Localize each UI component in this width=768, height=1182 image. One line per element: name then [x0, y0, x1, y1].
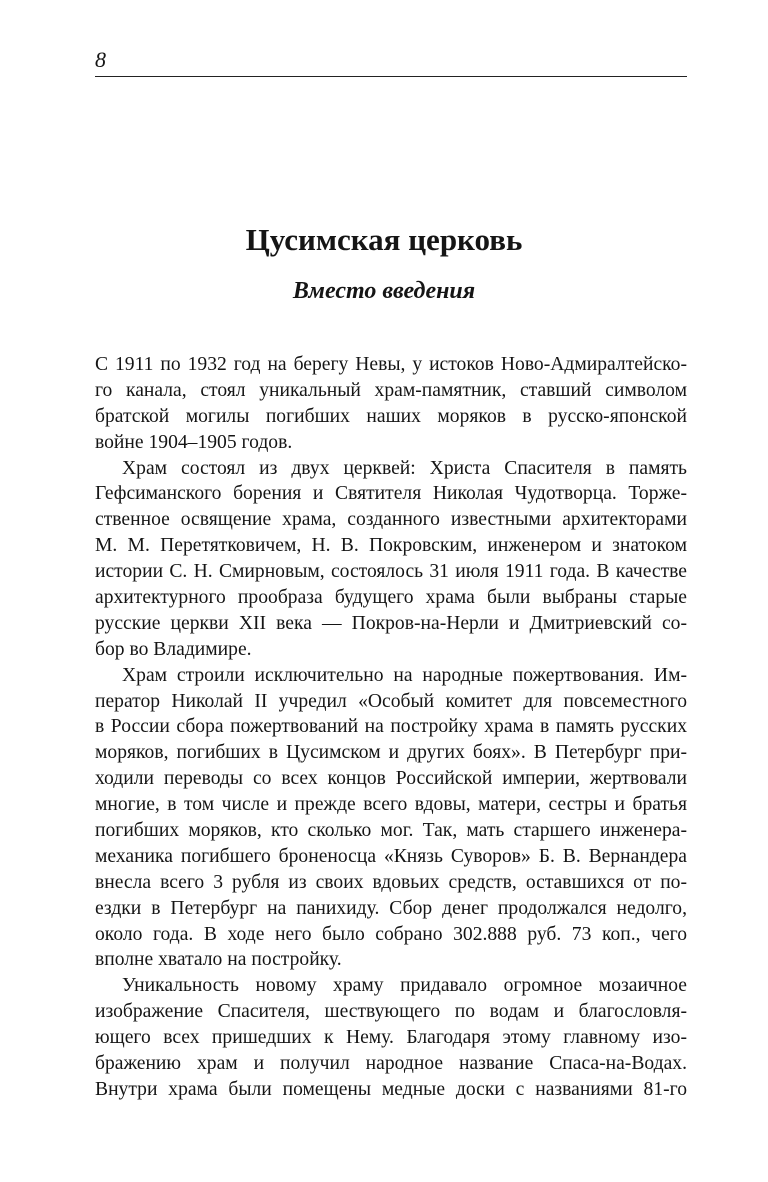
paragraph: [95, 973, 687, 1102]
text-line: ственное освящение храма, созданного известными архитекторами: [95, 509, 687, 531]
text-line: ющего всех пришедших к Нему. Благодаря этому главному изо-: [95, 1027, 687, 1049]
text-line: многие, в том числе и прежде всего вдовы, матери, сестры и братья: [95, 794, 687, 816]
text-line: Храм состоял из двух церквей: Христа Спасителя в память: [122, 457, 687, 479]
text-line: бражению храм и получил народное название Спаса-на-Водах.: [95, 1053, 687, 1075]
chapter-title: Цусимская церковь: [245, 222, 523, 257]
text-line: механика погибшего броненосца «Князь Суворов» Б. В. Вернандера: [95, 845, 687, 867]
text-line: Гефсиманского борения и Святителя Николая Чудотворца. Торже-: [95, 483, 687, 505]
text-line: русские церкви XII века — Покров-на-Нерли и Дмитриевский со-: [95, 612, 687, 634]
text-line: архитектурного прообраза будущего храма были выбраны старые: [95, 587, 687, 609]
body-text: [95, 352, 687, 1103]
page-number: 8: [95, 47, 106, 72]
text-line: истории С. Н. Смирновым, состоялось 31 июля 1911 года. В качестве: [95, 561, 687, 583]
text-line: бор во Владимире.: [95, 638, 252, 660]
text-line: внесла всего 3 рубля из своих вдовьих средств, оставшихся от по-: [95, 871, 687, 893]
text-line: ходили переводы со всех концов Российской империи, жертвовали: [95, 768, 687, 790]
text-line: ездки в Петербург на панихиду. Сбор денег продолжался недолго,: [95, 897, 687, 919]
text-line: моряков, погибших в Цусимском и других боях». В Петербург при-: [95, 742, 687, 764]
paragraph: [95, 663, 687, 974]
paragraph: [95, 352, 687, 456]
text-line: Уникальность новому храму придавало огромное мозаичное: [122, 975, 687, 997]
chapter-subtitle: Вместо введения: [292, 278, 476, 304]
paragraph: [95, 456, 687, 663]
page-header: [95, 46, 687, 77]
text-line: С 1911 по 1932 год на берегу Невы, у истоков Ново-Адмиралтейско-: [95, 354, 687, 375]
text-line: войне 1904–1905 годов.: [95, 431, 293, 453]
text-line: братской могилы погибших наших моряков в русско-японской: [95, 405, 687, 427]
text-line: Храм строили исключительно на народные пожертвования. Им-: [122, 664, 687, 686]
text-line: в России сбора пожертвований на постройку храма в память русских: [95, 716, 687, 738]
text-line: ператор Николай II учредил «Особый комитет для повсеместного: [95, 690, 687, 712]
text-line: изображение Спасителя, шествующего по водам и благословля-: [95, 1001, 687, 1023]
text-line: около года. В ходе него было собрано 302.888 руб. 73 коп., чего: [95, 923, 687, 945]
text-line: погибших моряков, кто сколько мог. Так, мать старшего инженера-: [95, 820, 687, 842]
text-line: го канала, стоял уникальный храм-памятник, ставший символом: [95, 379, 687, 401]
text-line: Внутри храма были помещены медные доски с названиями 81-го: [95, 1078, 687, 1100]
text-line: вполне хватало на постройку.: [95, 949, 342, 971]
text-line: М. М. Перетятковичем, Н. В. Покровским, инженером и знатоком: [95, 535, 687, 557]
